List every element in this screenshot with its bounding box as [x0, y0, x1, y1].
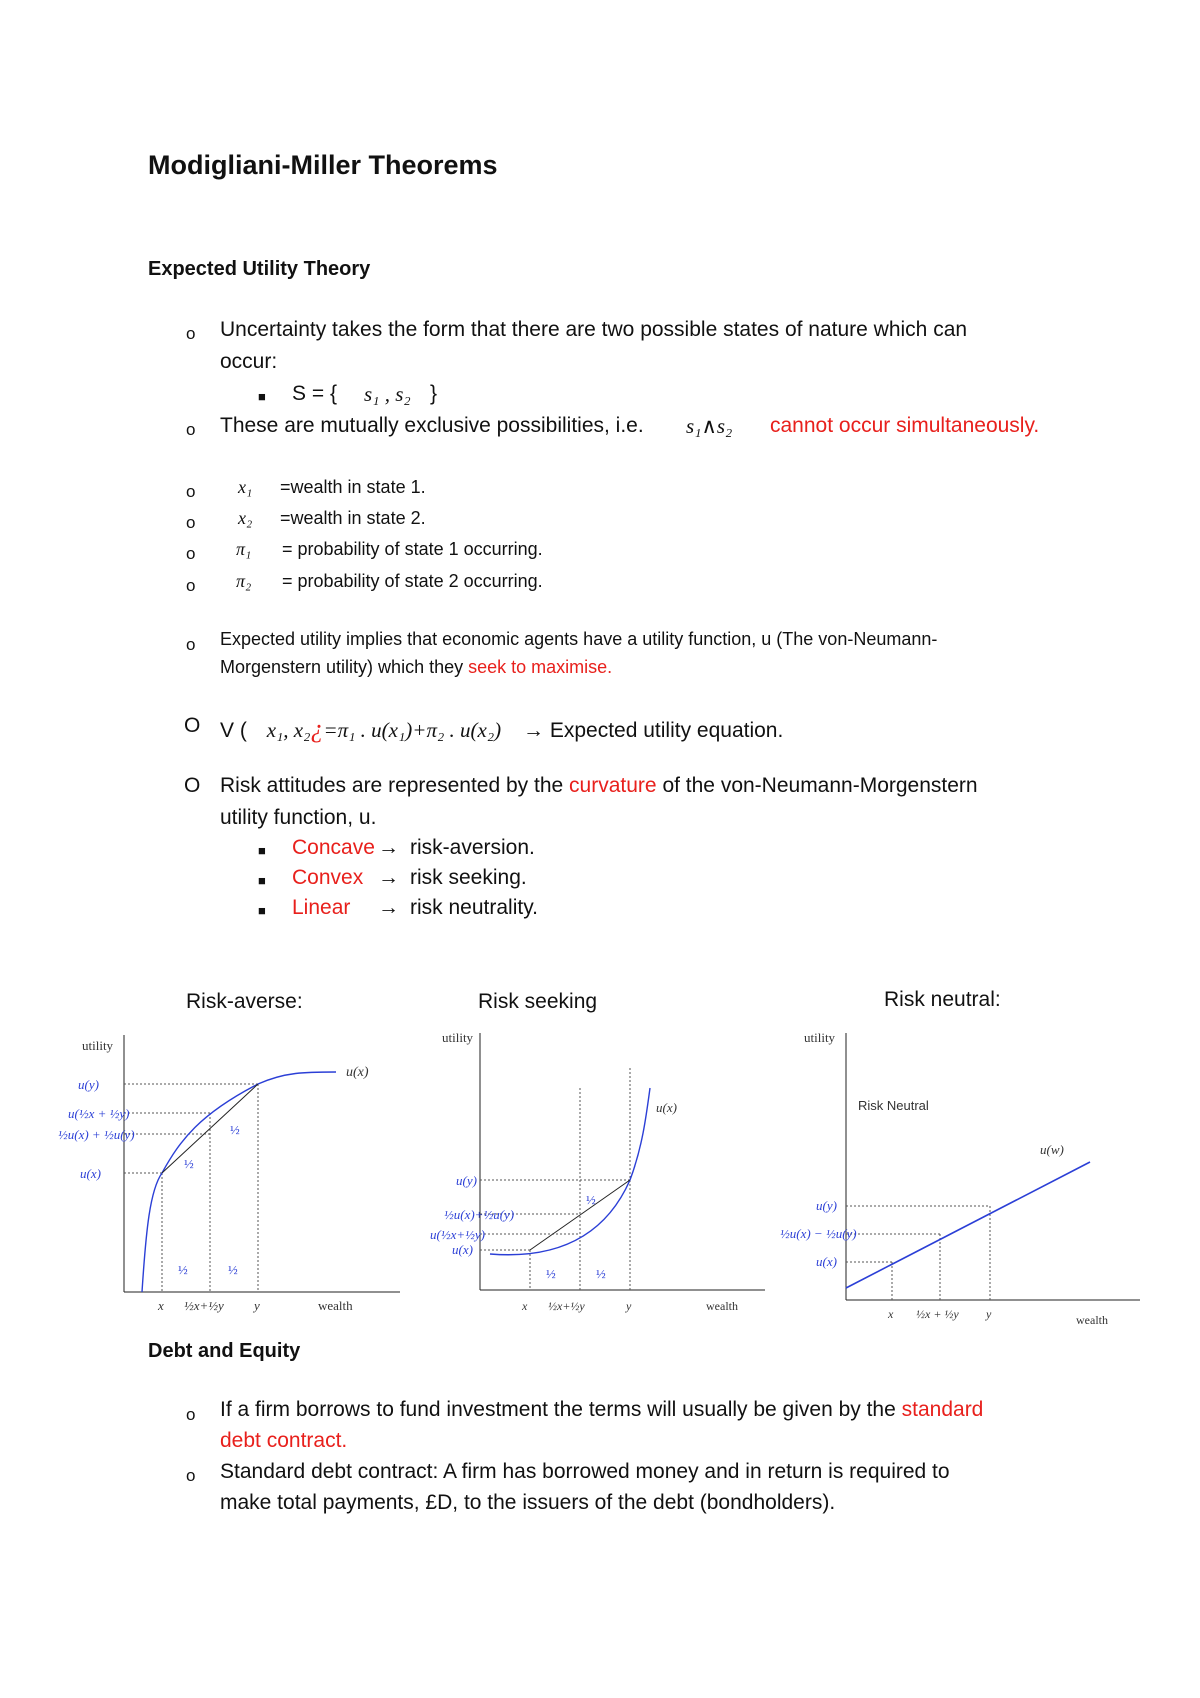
label-umid: u(½x+½y) — [430, 1227, 485, 1242]
risk-line2: utility function, u. — [220, 806, 377, 829]
arrow-right-icon: → — [522, 719, 544, 742]
section-heading-expected-utility: Expected Utility Theory — [148, 258, 371, 280]
risk-line1-a: Risk attitudes are represented by the — [220, 774, 564, 797]
page-title: Modigliani-Miller Theorems — [148, 150, 498, 180]
risk-line1-b: of the von-Neumann-Morgenstern — [662, 774, 978, 797]
attitude-name: Linear — [292, 896, 351, 919]
square-bullet: ■ — [258, 903, 266, 918]
set-suffix: } — [430, 382, 438, 405]
risk-line1 — [220, 774, 978, 798]
label-half: ½ — [230, 1122, 240, 1137]
square-bullet: ■ — [258, 389, 266, 404]
label-half: ½ — [596, 1266, 606, 1281]
math-s1-and-s2: s₁∧s₂ — [686, 414, 733, 438]
set-prefix: S = { — [292, 382, 337, 405]
label-half: ½ — [546, 1266, 556, 1281]
tick-x: x — [888, 1307, 894, 1321]
ylabel: utility — [442, 1030, 474, 1045]
ylabel: utility — [804, 1030, 836, 1045]
bullet-marker: o — [186, 420, 196, 439]
set-vars: s₁ , s₂ — [364, 382, 411, 406]
section-heading-debt-equity: Debt and Equity — [148, 1340, 301, 1362]
square-bullet: ■ — [258, 873, 266, 888]
label-eu: ½u(x) + ½u(y) — [58, 1127, 135, 1142]
def-text: =wealth in state 2. — [280, 508, 426, 528]
bullet-uncertainty-line1: Uncertainty takes the form that there are two possible states of nature which can — [220, 318, 968, 341]
label-ux: u(x) — [452, 1242, 473, 1257]
eu-line2-red: seek to maximise. — [468, 657, 613, 677]
label-eu: ½u(x)+½u(y) — [444, 1207, 515, 1222]
bullet-marker: o — [186, 513, 196, 532]
risk-averse-graph — [0, 1030, 400, 1320]
chord-line — [162, 1084, 258, 1173]
bullet-marker: o — [186, 544, 196, 563]
tick-x: x — [522, 1299, 528, 1313]
def-text: = probability of state 2 occurring. — [282, 571, 543, 591]
label-half: ½ — [228, 1262, 238, 1277]
attitude-desc: risk seeking. — [410, 866, 527, 889]
debt-b1-black: If a firm borrows to fund investment the terms will usually be given by the — [220, 1398, 896, 1421]
eq-label: Expected utility equation. — [549, 719, 784, 742]
def-text: = probability of state 1 occurring. — [282, 539, 543, 559]
square-bullet: ■ — [258, 843, 266, 858]
label-ux: u(x) — [816, 1254, 837, 1269]
attitude-desc: risk neutrality. — [410, 896, 538, 919]
def-symbol: π₁ — [236, 539, 252, 559]
def-symbol: x₁ — [238, 477, 253, 497]
bullet-marker: o — [186, 635, 196, 654]
arrow-right-icon: → — [378, 896, 399, 919]
label-eu: ½u(x) − ½u(y) — [780, 1226, 857, 1241]
tick-mid: ½x+½y — [548, 1299, 585, 1313]
attitude-desc: risk-aversion. — [410, 836, 535, 859]
eq-math1: x₁, x₂ — [266, 718, 311, 742]
debt-bullet2-line2: make total payments, £D, to the issuers of the debt (bondholders). — [220, 1491, 836, 1514]
attitude-name: Convex — [292, 866, 364, 889]
bullet-marker: o — [186, 482, 196, 501]
bullet-marker: o — [186, 1405, 196, 1424]
eu-line2 — [220, 657, 612, 678]
debt-bullet1-line2: debt contract. — [220, 1429, 348, 1452]
label-umid: u(½x + ½y) — [68, 1106, 130, 1121]
debt-b1-red: standard — [901, 1398, 984, 1421]
curve-label: u(w) — [1040, 1142, 1064, 1157]
tick-mid: ½x + ½y — [916, 1307, 959, 1321]
debt-bullet1-line1 — [220, 1398, 983, 1422]
risk-neutral-graph — [770, 1028, 1150, 1338]
red-cannot-occur: cannot occur simultaneously. — [770, 414, 1040, 437]
xlabel: wealth — [706, 1299, 738, 1313]
bullet-marker: o — [186, 324, 196, 343]
graph-title-averse: Risk-averse: — [186, 990, 303, 1013]
tick-y: y — [986, 1307, 992, 1321]
bullet-marker: o — [186, 1466, 196, 1485]
label-half: ½ — [586, 1192, 596, 1207]
attitude-name: Concave — [292, 836, 375, 859]
ylabel: utility — [82, 1038, 114, 1053]
graph-title-seeking: Risk seeking — [478, 990, 598, 1013]
debt-bullet2-line1: Standard debt contract: A firm has borrowed money and in return is required to — [220, 1460, 950, 1483]
label-uy: u(y) — [816, 1198, 837, 1213]
bullet-mutually-exclusive: These are mutually exclusive possibilities, i.e. — [220, 414, 644, 437]
linear-line — [846, 1162, 1090, 1288]
label-half: ½ — [184, 1156, 194, 1171]
chord-line — [530, 1180, 630, 1250]
xlabel: wealth — [318, 1298, 353, 1313]
bullet-uncertainty-line2: occur: — [220, 350, 278, 373]
caption: Risk Neutral — [858, 1098, 929, 1113]
def-symbol: x₂ — [238, 508, 253, 528]
arrow-right-icon: → — [378, 866, 399, 889]
curve-label: u(x) — [346, 1065, 369, 1080]
bullet-marker: O — [184, 714, 201, 737]
bullet-marker: O — [184, 774, 201, 797]
def-text: =wealth in state 1. — [280, 477, 426, 497]
risk-seeking-graph — [430, 1028, 770, 1328]
convex-curve — [490, 1088, 650, 1255]
concave-curve — [142, 1072, 336, 1292]
label-uy: u(y) — [78, 1077, 99, 1092]
label-uy: u(y) — [456, 1173, 477, 1188]
eq-math-red: ¿ — [310, 714, 324, 743]
xlabel: wealth — [1076, 1313, 1108, 1327]
eq-prefix: V ( — [220, 719, 247, 742]
eu-line1: Expected utility implies that economic agents have a utility function, u (The von-Neumann- — [220, 629, 938, 649]
tick-y: y — [626, 1299, 632, 1313]
graph-title-neutral: Risk neutral: — [884, 988, 1001, 1011]
tick-mid: ½x+½y — [184, 1298, 224, 1313]
risk-line1-red: curvature — [569, 774, 657, 797]
tick-x: x — [158, 1298, 164, 1313]
arrow-right-icon: → — [378, 836, 399, 859]
curve-label: u(x) — [656, 1100, 677, 1115]
bullet-marker: o — [186, 576, 196, 595]
def-symbol: π₂ — [236, 571, 252, 591]
label-ux: u(x) — [80, 1166, 101, 1181]
tick-y: y — [254, 1298, 260, 1313]
eu-line2-black: Morgenstern utility) which they — [220, 657, 464, 677]
equation-line — [220, 714, 783, 744]
eq-math2: =π₁ . u(x₁)+π₂ . u(x₂) — [323, 718, 502, 742]
label-half: ½ — [178, 1262, 188, 1277]
